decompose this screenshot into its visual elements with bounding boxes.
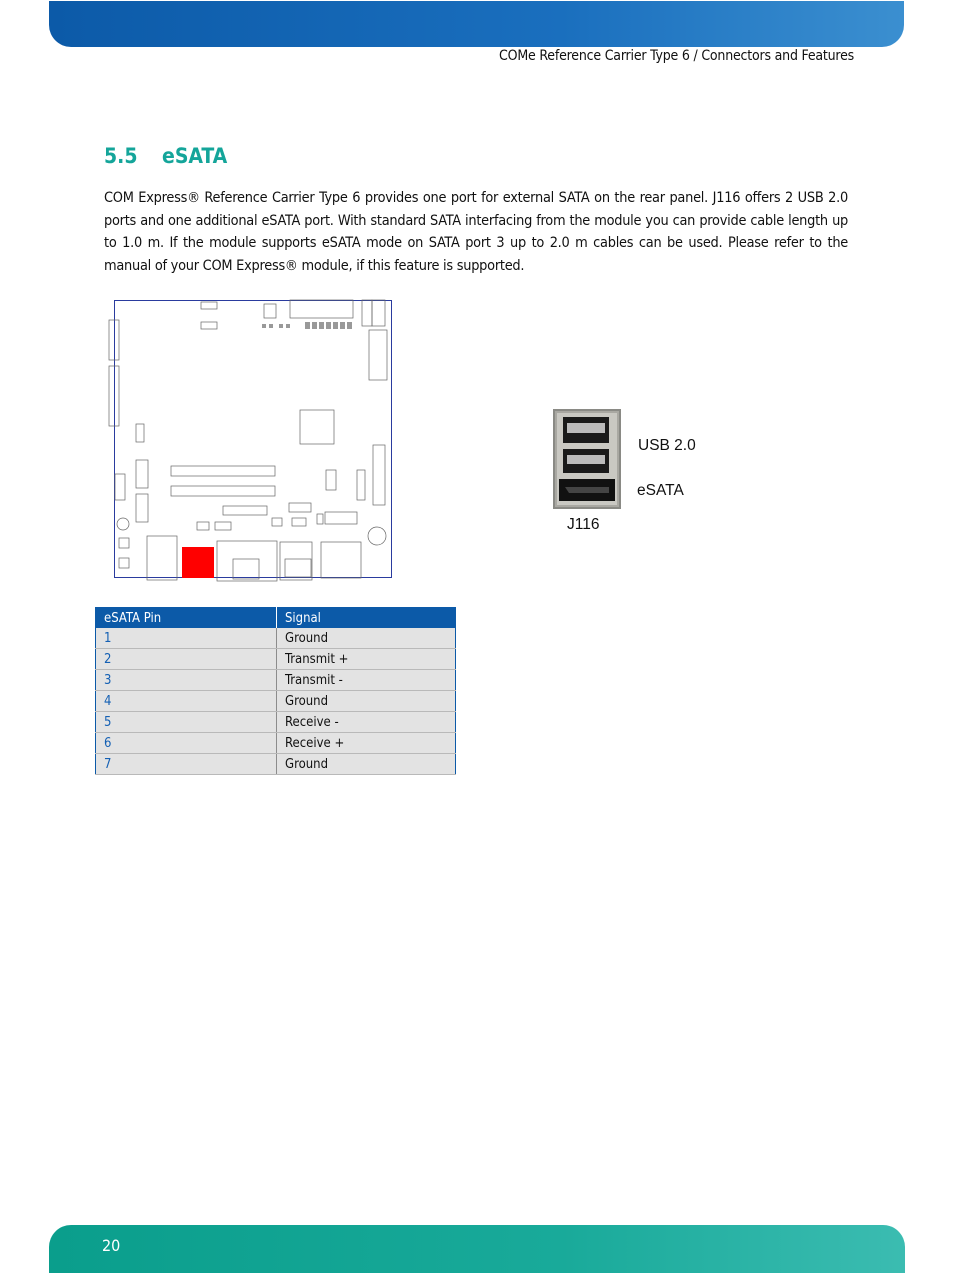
pin-cell: 7 [96, 754, 277, 775]
pin-cell: 4 [96, 691, 277, 712]
section-heading [104, 144, 227, 168]
pin-cell: 5 [96, 712, 277, 733]
page-number: 20 [102, 1236, 121, 1255]
table-row [96, 754, 456, 775]
column-header-signal: Signal [277, 608, 456, 629]
pin-cell: 1 [96, 628, 277, 649]
signal-cell: Receive + [277, 733, 456, 754]
footer-banner [49, 1225, 905, 1273]
pin-cell: 6 [96, 733, 277, 754]
signal-cell: Ground [277, 691, 456, 712]
signal-cell: Ground [277, 754, 456, 775]
section-title: eSATA [162, 144, 228, 168]
connector-label: J116 [567, 516, 600, 533]
table-row [96, 649, 456, 670]
table-row [96, 712, 456, 733]
running-header: COMe Reference Carrier Type 6 / Connectors and Features [499, 48, 854, 64]
signal-cell: Transmit - [277, 670, 456, 691]
signal-cell: Transmit + [277, 649, 456, 670]
table-header-row [96, 608, 456, 629]
pin-cell: 2 [96, 649, 277, 670]
carrier-board-diagram [114, 300, 392, 578]
esata-label: eSATA [637, 482, 684, 499]
table-row [96, 733, 456, 754]
signal-cell: Ground [277, 628, 456, 649]
usb-label: USB 2.0 [638, 437, 696, 454]
table-row [96, 628, 456, 649]
table-row [96, 691, 456, 712]
esata-pin-table [95, 607, 456, 775]
column-header-pin: eSATA Pin [96, 608, 277, 629]
j116-connector-photo [553, 409, 621, 509]
section-number: 5.5 [104, 144, 138, 168]
esata-location-highlight [182, 547, 214, 578]
section-body: COM Express® Reference Carrier Type 6 provides one port for external SATA on the rear panel. J116 offers 2 USB 2.0 ports and one additional eSATA port. With standard SATA interfacing from the module you can provide cable length up to 1.0 m. If the module supports eSATA mode on SATA port 3 up to 2.0 m cables can be used. Please refer to the manual of your COM Express® module, if this feature is supported. [104, 190, 848, 274]
header-banner [49, 1, 904, 47]
board-layout-drawing [107, 300, 397, 585]
signal-cell: Receive - [277, 712, 456, 733]
pin-cell: 3 [96, 670, 277, 691]
table-row [96, 670, 456, 691]
